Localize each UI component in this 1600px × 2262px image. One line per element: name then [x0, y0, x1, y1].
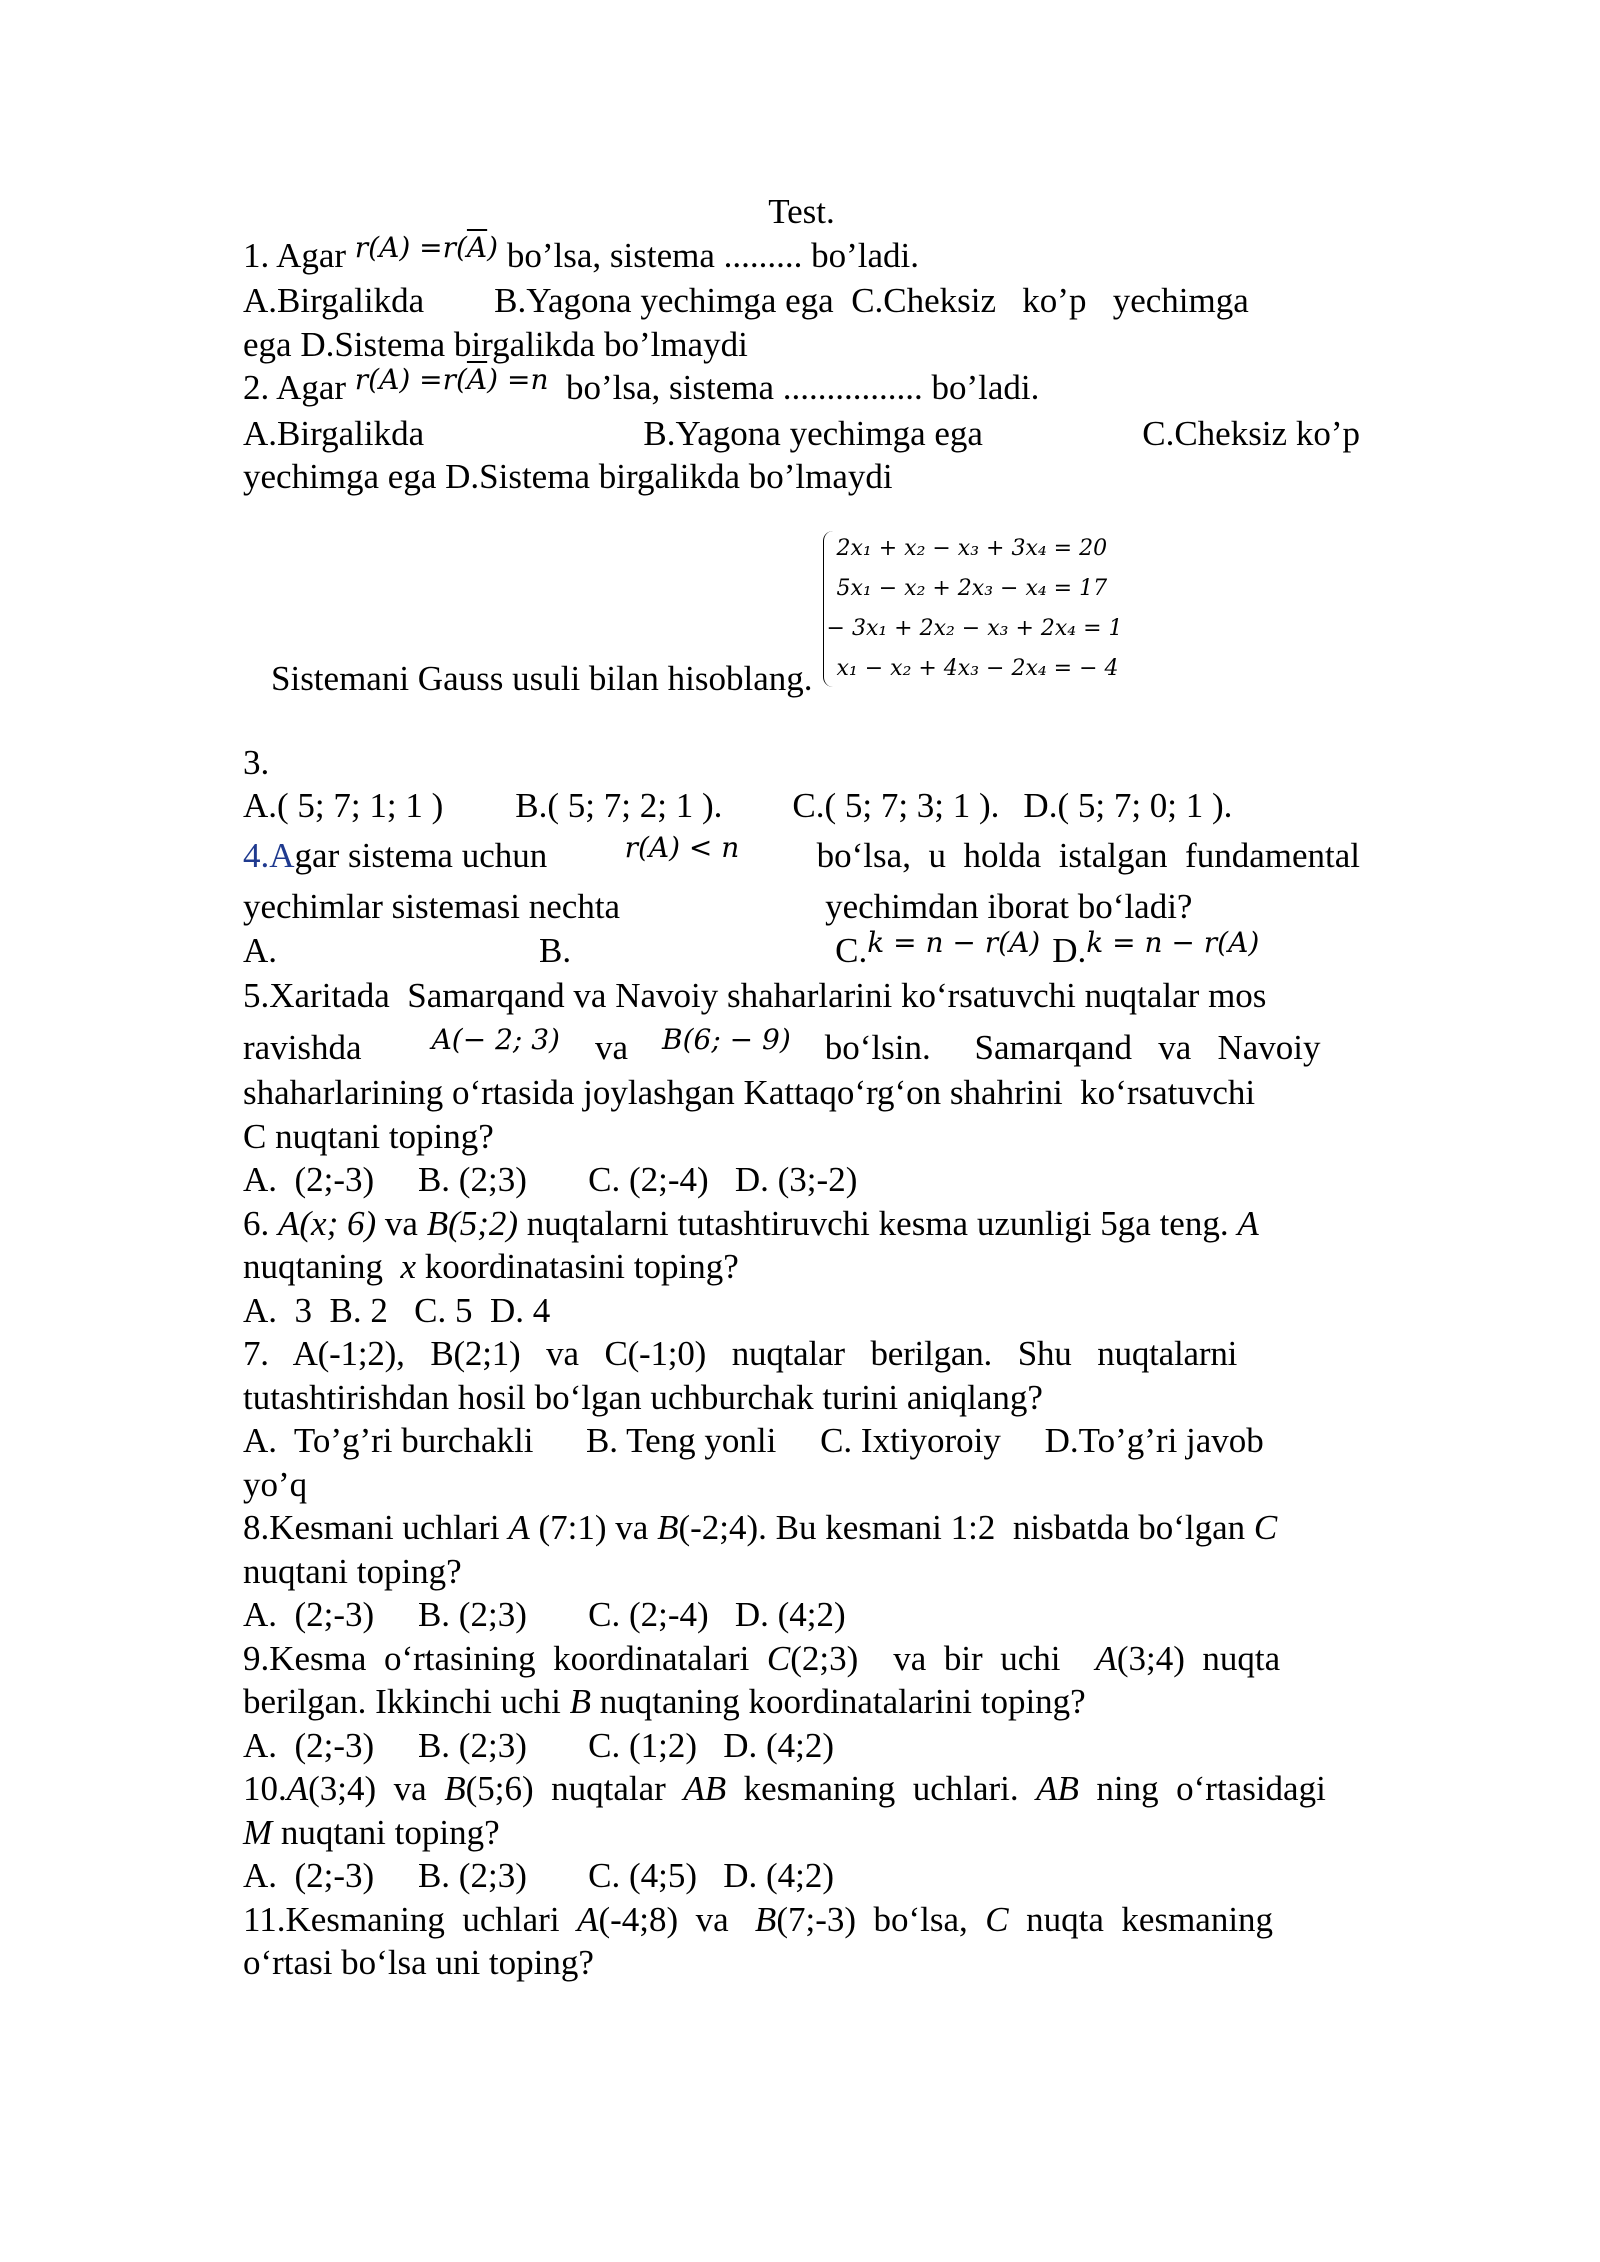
question-5-stem-line2: ravishda A(− 2; 3) va B(6; − 9) bo‘lsin. Samarqand va Navoiy	[243, 1026, 1360, 1072]
gauss-label: Sistemani Gauss usuli bilan hisoblang.	[271, 659, 813, 698]
question-9-stem-cont: berilgan. Ikkinchi uchi B nuqtaning koordinatalarini toping?	[243, 1682, 1086, 1721]
question-4-stem-cont: yechimlar sistemasi nechta yechimdan iborat bo‘ladi?	[243, 887, 1193, 926]
question-8-options: A. (2;-3) B. (2;3) C. (2;-4) D. (4;2)	[243, 1595, 846, 1634]
question-11-stem: 11.Kesmaning uchlari A(-4;8) va B(7;-3) bo‘lsa, C nuqta kesmaning	[243, 1899, 1274, 1939]
question-4-number: 4.	[243, 835, 270, 875]
question-6-stem: 6. A(x; 6) va B(5;2) nuqtalarni tutashtiruvchi kesma uzunligi 5ga teng. A	[243, 1203, 1259, 1243]
question-7-stem-cont: tutashtirishdan hosil bo‘lgan uchburchak turini aniqlang?	[243, 1377, 1043, 1417]
equation-row: 5x₁ − x₂ + 2x₃ − x₄ = 17	[836, 575, 1108, 601]
point-a-coords: A(− 2; 3)	[431, 1022, 560, 1056]
question-3-options: A.( 5; 7; 1; 1 ) B.( 5; 7; 2; 1 ). C.( 5; 7; 3; 1 ). D.( 5; 7; 0; 1 ).	[243, 786, 1233, 825]
gauss-system-block	[243, 529, 1360, 701]
question-5-stem: 5.Xaritada Samarqand va Navoiy shaharlarini ko‘rsatuvchi nuqtalar mos	[243, 976, 1267, 1015]
question-5-options: A. (2;-3) B. (2;3) C. (2;-4) D. (3;-2)	[243, 1160, 858, 1199]
question-1-options: A.Birgalikda B.Yagona yechimga ega C.Cheksiz ko’p yechimga	[243, 281, 1249, 320]
page-title: Test.	[768, 192, 835, 231]
formula-option-c: k = n − r(A)	[867, 925, 1041, 959]
question-10-options: A. (2;-3) B. (2;3) C. (4;5) D. (4;2)	[243, 1856, 835, 1895]
formula-option-d: k = n − r(A)	[1086, 925, 1260, 959]
question-2-options-cont: yechimga ega D.Sistema birgalikda bo’lmaydi	[243, 457, 893, 496]
question-1-options-cont: ega D.Sistema birgalikda bo’lmaydi	[243, 324, 748, 364]
question-5-stem-line4: C nuqtani toping?	[243, 1116, 494, 1156]
equation-row: − 3x₁ + 2x₂ − x₃ + 2x₄ = 1	[826, 615, 1123, 641]
question-4-options: A. B. C. k = n − r(A) D. k = n − r(A)	[243, 929, 1360, 975]
system-brace	[823, 531, 834, 687]
question-6-stem-cont: nuqtaning x koordinatasini toping?	[243, 1247, 739, 1286]
rank-equality-n-formula: r(A) =r(A) =n	[354, 363, 549, 396]
question-10-stem: 10.A(3;4) va B(5;6) nuqtalar AB kesmaning uchlari. AB ning o‘rtasidagi	[243, 1769, 1326, 1808]
question-9-stem: 9.Kesma o‘rtasining koordinatalari C(2;3) va bir uchi A(3;4) nuqta	[243, 1638, 1281, 1678]
question-7-stem: 7. A(-1;2), B(2;1) va C(-1;0) nuqtalar berilgan. Shu nuqtalarni	[243, 1334, 1238, 1373]
question-11-stem-cont: o‘rtasi bo‘lsa uni toping?	[243, 1943, 594, 1982]
question-6-options: A. 3 B. 2 C. 5 D. 4	[243, 1290, 551, 1330]
question-10-stem-cont: M nuqtani toping?	[243, 1812, 500, 1852]
question-5-stem-line3: shaharlarining o‘rtasida joylashgan Kattaqo‘rg‘on shahrini ko‘rsatuvchi	[243, 1073, 1256, 1112]
rank-equality-formula: r(A) =r(A)	[354, 230, 499, 264]
question-8-stem: 8.Kesmani uchlari A (7:1) va B(-2;4). Bu kesmani 1:2 nisbatda bo‘lgan C	[243, 1508, 1278, 1547]
question-9-options: A. (2;-3) B. (2;3) C. (1;2) D. (4;2)	[243, 1725, 835, 1765]
question-7-options: A. To’g’ri burchakli B. Teng yonli C. Ixtiyoroiy D.To’g’ri javob	[243, 1421, 1264, 1460]
equation-row: x₁ − x₂ + 4x₃ − 2x₄ = − 4	[836, 655, 1119, 681]
equation-system	[823, 529, 1123, 689]
question-2-stem: 2. Agar $^{r(A) =r(\overline{A}) =n}$ bo’lsa, sistema ................ bo’ladi.	[243, 363, 1040, 407]
point-b-coords: B(6; − 9)	[662, 1022, 791, 1056]
question-3-number: 3.	[243, 742, 270, 782]
question-7-options-cont: yo’q	[243, 1464, 308, 1504]
rank-less-than-n-formula: r(A) < n	[624, 830, 740, 864]
test-document	[243, 190, 1360, 1985]
question-1-stem: 1. Agar $^{r(A) =r(\overline{A})}$ bo’lsa, sistema ......... bo’ladi.	[243, 230, 919, 275]
question-4-stem: 4.Agar sistema uchun r(A) < n bo‘lsa, u holda istalgan fundamental	[243, 834, 1360, 880]
question-2-options: A.Birgalikda B.Yagona yechimga ega C.Cheksiz ko’p	[243, 413, 1360, 453]
question-8-stem-cont: nuqtani toping?	[243, 1551, 462, 1591]
equation-row: 2x₁ + x₂ − x₃ + 3x₄ = 20	[836, 535, 1108, 561]
